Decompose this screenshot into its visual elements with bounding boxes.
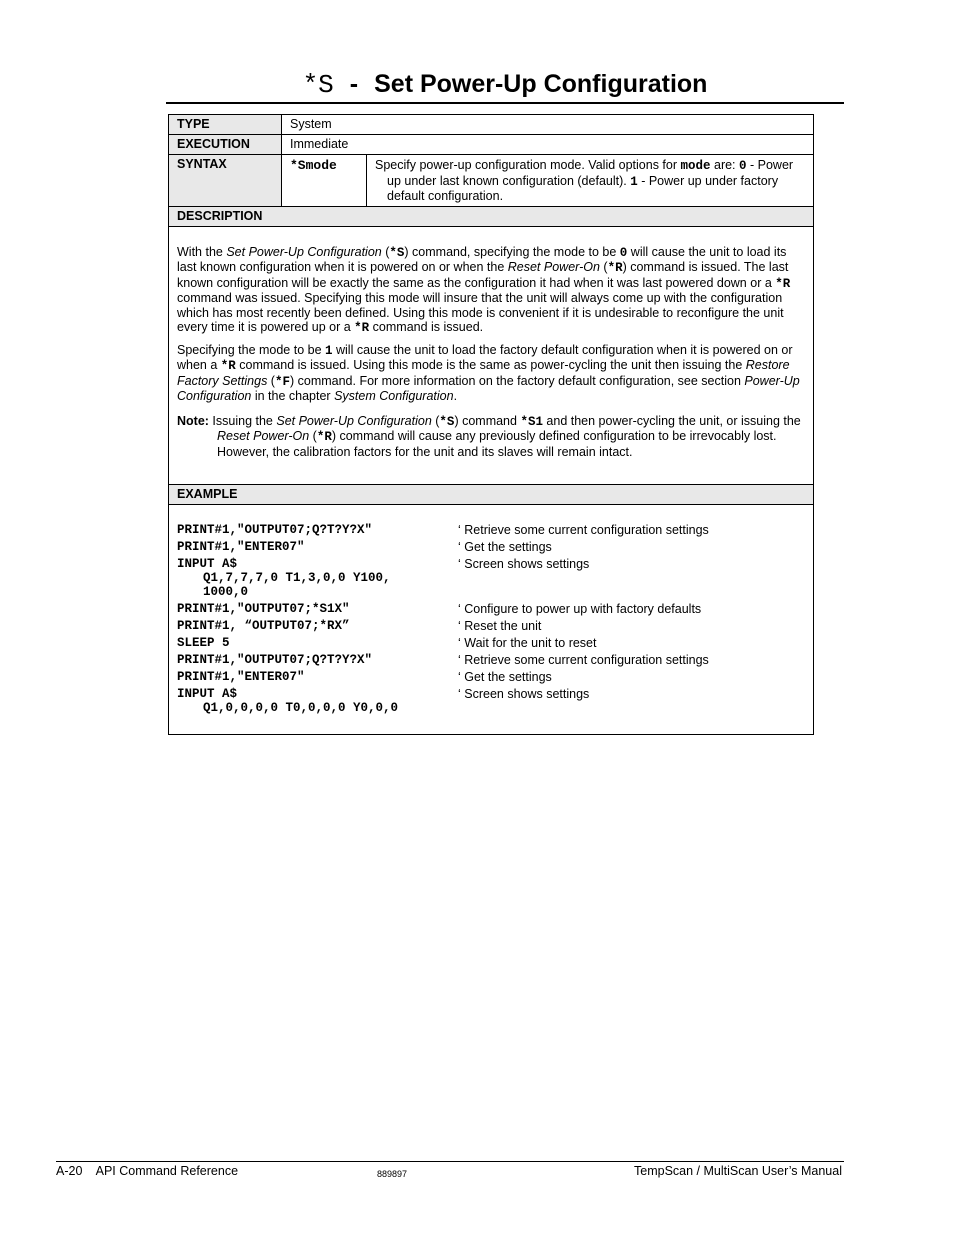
example-body	[169, 505, 814, 735]
example-code	[177, 636, 458, 650]
example-line	[177, 670, 805, 684]
description-body-row	[169, 226, 814, 485]
example-code	[177, 653, 458, 667]
example-comment: ‘ Retrieve some current configuration settings	[458, 523, 709, 537]
footer-right: TempScan / MultiScan User’s Manual	[634, 1164, 842, 1178]
example-code	[177, 523, 458, 537]
description-paragraph-1: With the Set Power-Up Configuration (*S) command, specifying the mode to be 0 will cause the unit to load its last known configuration when it is powered on or when the Reset Power-On (*R) command is issued. The last known configuration will be exactly the same as the configuration it had when it was last powered down or a *R command was issued. Specifying this mode will insure that the unit will always come up with the configuration which has most recently been defined. Using this mode is convenient if it is undesirable to reconfigure the unit every time it is powered up or a *R command is issued.	[177, 244, 791, 335]
example-comment: ‘ Get the settings	[458, 540, 552, 554]
syntax-opt0-code: 0	[739, 159, 747, 173]
description-header-row	[169, 206, 814, 226]
description-note: Note: Issuing the Set Power-Up Configuration (*S) command *S1 and then power-cycling the unit, or issuing the Reset Power-On (*R) command will cause any previously defined configuration to be irrevocably lost. However, the calibration factors for the unit and its slaves will remain intact.	[177, 413, 801, 459]
example-code-text: INPUT A$	[177, 557, 238, 571]
description-body	[169, 226, 814, 485]
example-comment: ‘ Configure to power up with factory defaults	[458, 602, 702, 616]
footer-left: A-20 API Command Reference	[56, 1164, 239, 1178]
example-code-text: INPUT A$	[177, 687, 238, 701]
example-code-text: PRINT#1,"ENTER07"	[177, 670, 305, 684]
example-code-text: PRINT#1,"OUTPUT07;Q?T?Y?X"	[177, 653, 373, 667]
example-label: EXAMPLE	[169, 485, 814, 505]
example-line	[177, 636, 805, 650]
syntax-command: *Smode	[282, 155, 367, 207]
execution-label: EXECUTION	[169, 135, 282, 155]
example-line	[177, 523, 805, 537]
example-comment: ‘ Screen shows settings	[458, 687, 590, 701]
example-code-continuation: Q1,0,0,0,0 T0,0,0,0 Y0,0,0	[203, 701, 399, 715]
example-code	[177, 687, 458, 715]
syntax-desc-text: - Power up under last known configuration (default).	[387, 158, 794, 188]
example-line	[177, 602, 805, 616]
example-line	[177, 619, 805, 633]
syntax-desc-text: are:	[710, 158, 740, 172]
page-title	[166, 66, 844, 102]
example-line	[177, 653, 805, 667]
title-command: *S	[302, 70, 334, 100]
example-code	[177, 602, 458, 616]
description-paragraph-2: Specifying the mode to be 1 will cause the unit to load the factory default configuration when it is powered on or when a *R command is issued. Using this mode is the same as power-cycling the unit then issuing the Restore Factory Settings (*F) command. For more information on the factory default configuration, see section Power-Up Configuration in the chapter System Configuration.	[177, 342, 800, 403]
example-code	[177, 557, 458, 599]
example-line	[177, 687, 805, 715]
example-line	[177, 557, 805, 599]
example-code-text: PRINT#1,"OUTPUT07;Q?T?Y?X"	[177, 523, 373, 537]
example-code-text: PRINT#1, “OUTPUT07;*RX”	[177, 619, 350, 633]
syntax-description	[367, 155, 814, 207]
example-code	[177, 670, 458, 684]
example-comment: ‘ Reset the unit	[458, 619, 542, 633]
example-code	[177, 619, 458, 633]
description-label: DESCRIPTION	[169, 206, 814, 226]
footer-middle: 889897	[377, 1169, 408, 1179]
example-code-text: SLEEP 5	[177, 636, 230, 650]
example-header-row	[169, 485, 814, 505]
execution-row	[169, 135, 814, 155]
example-comment: ‘ Retrieve some current configuration settings	[458, 653, 709, 667]
execution-value: Immediate	[282, 135, 814, 155]
footer-rule	[56, 1161, 844, 1162]
title-text: Set Power-Up Configuration	[374, 70, 708, 98]
syntax-label: SYNTAX	[169, 155, 282, 207]
type-row	[169, 115, 814, 135]
syntax-desc-text: - Power up under factory default configuration.	[387, 173, 779, 203]
example-code	[177, 540, 458, 554]
type-value: System	[282, 115, 814, 135]
example-line	[177, 540, 805, 554]
command-table	[168, 114, 814, 735]
example-body-row	[169, 505, 814, 735]
example-comment: ‘ Screen shows settings	[458, 557, 590, 571]
example-code-continuation: Q1,7,7,7,0 T1,3,0,0 Y100, 1000,0	[203, 571, 391, 599]
example-code-text: PRINT#1,"OUTPUT07;*S1X"	[177, 602, 350, 616]
example-code-text: PRINT#1,"ENTER07"	[177, 540, 305, 554]
syntax-mode-code: mode	[680, 159, 711, 173]
syntax-opt1-code: 1	[630, 174, 638, 189]
example-comment: ‘ Get the settings	[458, 670, 552, 684]
syntax-row	[169, 155, 814, 207]
example-lines	[177, 523, 805, 715]
syntax-desc-text: Specify power-up configuration mode. Valid options for	[375, 158, 681, 172]
title-rule	[166, 102, 844, 104]
type-label: TYPE	[169, 115, 282, 135]
title-separator: -	[349, 70, 359, 98]
example-comment: ‘ Wait for the unit to reset	[458, 636, 597, 650]
